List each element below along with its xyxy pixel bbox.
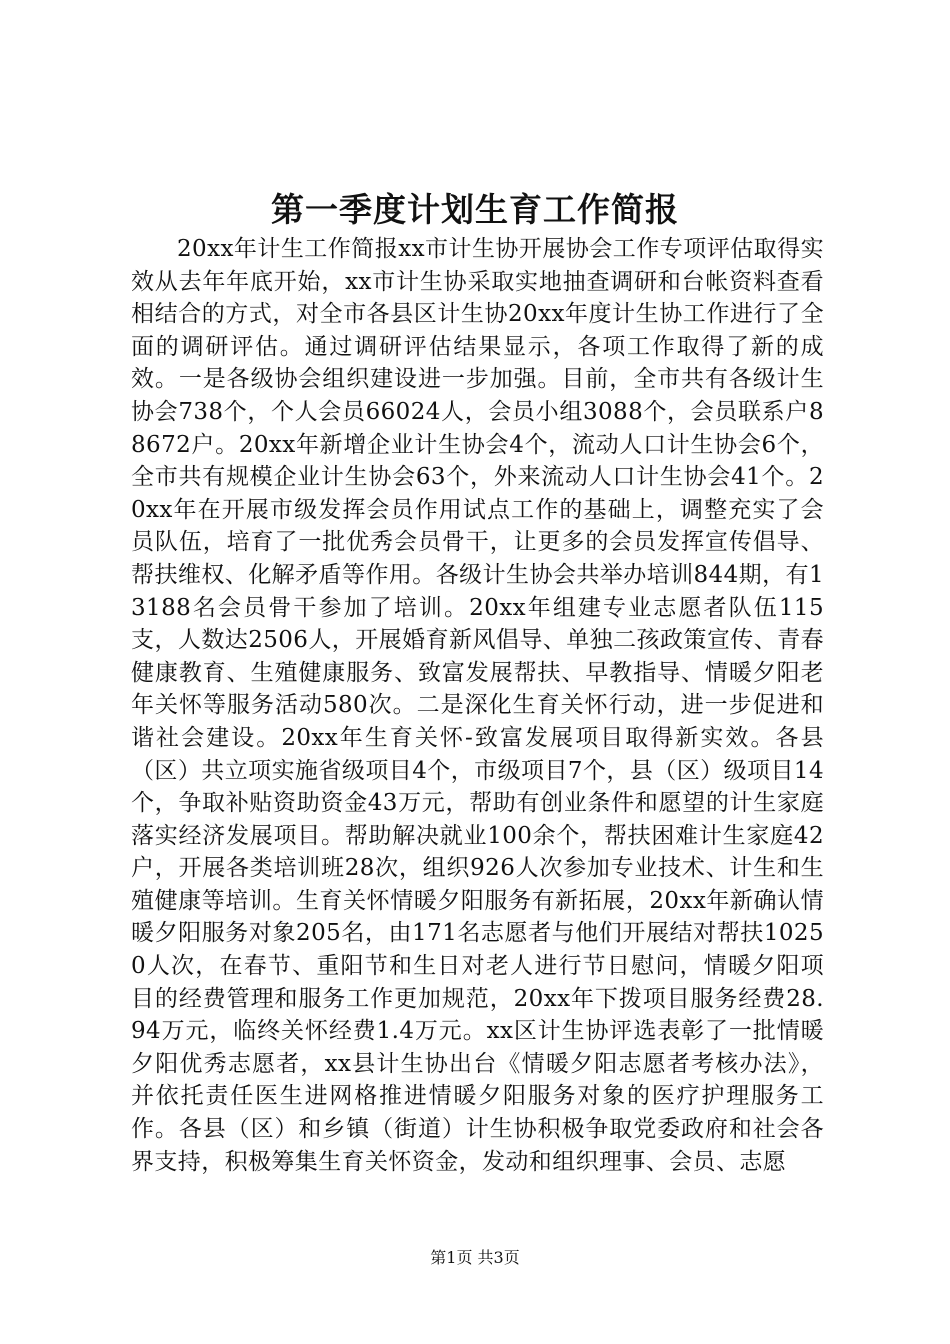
- page-number-footer: 第1页 共3页: [430, 1248, 520, 1267]
- document-body-paragraph: 20xx年计生工作简报xx市计生协开展协会工作专项评估取得实效从去年年底开始，xx市计生协采取实地抽查调研和台帐资料查看相结合的方式，对全市各县区计生协20xx年度计生协工作进行了全面的调研评估。通过调研评估结果显示，各项工作取得了新的成效。一是各级协会组织建设进一步加强。目前，全市共有各级计生协会738个，个人会员66024人，会员小组3088个，会员联系户88672户。20xx年新增企业计生协会4个，流动人口计生协会6个，全市共有规模企业计生协会63个，外来流动人口计生协会41个。20xx年在开展市级发挥会员作用试点工作的基础上，调整充实了会员队伍，培育了一批优秀会员骨干，让更多的会员发挥宣传倡导、帮扶维权、化解矛盾等作用。各级计生协会共举办培训844期，有13188名会员骨干参加了培训。20xx年组建专业志愿者队伍115支，人数达2506人，开展婚育新风倡导、单独二孩政策宣传、青春健康教育、生殖健康服务、致富发展帮扶、早教指导、情暖夕阳老年关怀等服务活动580次。二是深化生育关怀行动，进一步促进和谐社会建设。20xx年生育关怀-致富发展项目取得新实效。各县（区）共立项实施省级项目4个，市级项目7个，县（区）级项目14个，争取补贴资助资金43万元，帮助有创业条件和愿望的计生家庭落实经济发展项目。帮助解决就业100余个，帮扶困难计生家庭42户，开展各类培训班28次，组织926人次参加专业技术、计生和生殖健康等培训。生育关怀情暖夕阳服务有新拓展，20xx年新确认情暖夕阳服务对象205名，由171名志愿者与他们开展结对帮扶10250人次，在春节、重阳节和生日对老人进行节日慰问，情暖夕阳项目的经费管理和服务工作更加规范，20xx年下拨项目服务经费28.94万元，临终关怀经费1.4万元。xx区计生协评选表彰了一批情暖夕阳优秀志愿者，xx县计生协出台《情暖夕阳志愿者考核办法》，并依托责任医生进网格推进情暖夕阳服务对象的医疗护理服务工作。各县（区）和乡镇（街道）计生协积极争取党委政府和社会各界支持，积极筹集生育关怀资金，发动和组织理事、会员、志愿: [131, 236, 824, 1175]
- document-title: 第一季度计划生育工作简报: [271, 190, 679, 229]
